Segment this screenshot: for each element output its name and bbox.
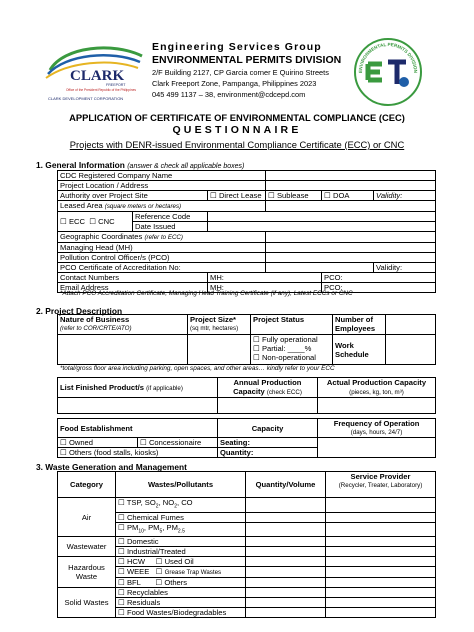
hcw-checkbox[interactable]: ☐ HCW ☐ Used Oil (116, 557, 246, 567)
nature-field[interactable] (58, 335, 188, 365)
clark-logo (44, 40, 146, 102)
form-subtitle: QUESTIONNAIRE (172, 124, 302, 136)
size-field[interactable] (188, 335, 251, 365)
ecc-checkbox[interactable]: ☐ ECC ☐ CNC (58, 212, 133, 232)
form-title: APPLICATION OF CERTIFICATE OF ENVIRONMENTAL COMPLIANCE (CEC) (69, 112, 405, 123)
residuals-checkbox[interactable]: ☐ Residuals (116, 598, 246, 608)
pco-cert-field[interactable] (266, 263, 374, 273)
sublease-checkbox[interactable]: ☐ Sublease (266, 191, 322, 201)
seating-field[interactable]: Seating: (218, 438, 318, 448)
division-seal (352, 36, 424, 108)
company-name-field[interactable] (266, 171, 436, 181)
chemical-fumes-checkbox[interactable]: ☐ Chemical Fumes (116, 512, 246, 522)
pco-field[interactable] (266, 253, 436, 263)
contact-mh-field[interactable]: MH: (208, 273, 322, 283)
form-scope: Projects with DENR-issued Environmental Compliance Certificate (ECC) or CNC (69, 139, 405, 150)
section-waste-heading: 3. Waste Generation and Management (36, 462, 187, 472)
leased-area-field[interactable] (266, 201, 436, 212)
owned-checkbox[interactable]: ☐ Owned (58, 438, 138, 448)
letterhead (152, 41, 352, 99)
recyclables-checkbox[interactable]: ☐ Recyclables (116, 588, 246, 598)
project-footnote: *total/gross floor area including parking, open spaces, and other areas… kindly refer to your ECC (60, 365, 335, 372)
concessionaire-checkbox[interactable]: ☐ Concessionaire (138, 438, 218, 448)
weee-checkbox[interactable]: ☐ WEEE ☐ Grease Trap Wastes (116, 567, 246, 578)
contact-line: 045 499 1137 – 38, environment@cdcepd.com (152, 90, 306, 99)
section-general-heading: 1. General Information (answer & check all applicable boxes) (36, 160, 245, 170)
quantity-field[interactable]: Quantity: (218, 448, 318, 458)
reference-code-field[interactable] (208, 212, 436, 222)
pco-validity-field[interactable]: Validity: (374, 263, 436, 273)
product-field[interactable] (58, 398, 218, 414)
food-table: Food Establishment Capacity Frequency of Operation (days, hours, 24/7) ☐ Owned ☐ Concessionaire Seating: ☐ Others (food stalls, kiosks) Quantity: (57, 418, 436, 458)
address-line-2: Clark Freeport Zone, Pampanga, Philippines 2023 (152, 79, 317, 88)
frequency-field[interactable] (318, 438, 436, 458)
waste-table: Category Wastes/Pollutants Quantity/Volume Service Provider (Recycler, Treater, Laboratory) Air ☐ TSP, $SO_2$, $NO_2$, CO ☐ Chemical Fumes ☐ $PM_{10}$, $PM_5$, $PM_{2.5}$ Wastewater ☐ Domestic ☐ Industrial/Treated Hazardous Waste ☐ HCW ☐ Used Oil ☐ WEEE ☐ Grease Trap Wastes ☐ BFL ☐ Others Solid Wastes ☐ Recyclables ☐ Residuals ☐ Food Wastes/Biodegradables (57, 471, 436, 618)
actual-capacity-field[interactable] (318, 398, 436, 414)
domestic-checkbox[interactable]: ☐ Domestic (116, 537, 246, 547)
svg-text:ENVIRONMENTAL PERMITS DIVISION: ENVIRONMENTAL PERMITS DIVISION (357, 41, 419, 74)
annual-capacity-field[interactable] (218, 398, 318, 414)
project-status-options[interactable]: ☐ Fully operational ☐ Partial: ____% ☐ Non-operational (251, 335, 333, 365)
authority-validity-field[interactable]: Validity: (374, 191, 436, 201)
products-table: List Finished Product/s (if applicable) Annual Production Capacity (check ECC) Actual Production Capacity (pieces, kg, ton, m³) (57, 377, 436, 414)
project-description-table: Nature of Business (refer to COR/CRTE/ATO) Project Size* (sq mtr, hectares) Project Status Number of Employees ☐ Fully operational ☐ Partial: ____% ☐ Non-operational Work Schedule (57, 314, 436, 365)
general-footnote: *Attach PCO Accreditation Certificate, Managing Head Training Certificate (if any), Latest ECCs or CNC (60, 290, 353, 297)
contact-pco-field[interactable]: PCO: (322, 273, 436, 283)
email-pco-field[interactable]: PCO: (322, 283, 436, 293)
tsp-checkbox[interactable]: ☐ TSP, $SO_2$, $NO_2$, CO (116, 498, 246, 513)
logo-wordmark: CLARK (70, 68, 125, 84)
project-location-field[interactable] (266, 181, 436, 191)
direct-lease-checkbox[interactable]: ☐ Direct Lease (208, 191, 266, 201)
date-issued-field[interactable] (208, 222, 436, 232)
work-schedule-field[interactable] (386, 335, 436, 365)
group-name: Engineering Services Group (152, 41, 322, 53)
others-checkbox[interactable]: ☐ Others (food stalls, kiosks) (58, 448, 218, 458)
coordinates-field[interactable] (266, 232, 436, 243)
pm-checkbox[interactable]: ☐ $PM_{10}$, $PM_5$, $PM_{2.5}$ (116, 522, 246, 537)
food-wastes-checkbox[interactable]: ☐ Food Wastes/Biodegradables (116, 608, 246, 618)
employees-field[interactable] (386, 315, 436, 335)
svg-text:FREEPORT: FREEPORT (106, 83, 126, 87)
section-project-heading: 2. Project Description (36, 306, 123, 316)
general-info-table: CDC Registered Company Name Project Location / Address Authority over Project Site ☐ Direct Lease ☐ Sublease ☐ DOA Validity: Leased Area (square meters or hectares) ☐ ECC ☐ CNC Reference Code Date Issued Geographic Coordinates (refer to ECC) Managing Head (MH) Pollution Control Officer/s (PCO) PCO Certificate of Accreditation No: Validity: Contact Numbers MH: PCO: Email Address MH: PCO: (57, 170, 436, 293)
industrial-checkbox[interactable]: ☐ Industrial/Treated (116, 547, 246, 557)
svg-text:CLARK DEVELOPMENT CORPORATION: CLARK DEVELOPMENT CORPORATION (48, 96, 124, 101)
division-name: ENVIRONMENTAL PERMITS DIVISION (152, 54, 342, 66)
bfl-checkbox[interactable]: ☐ BFL ☐ Others (116, 578, 246, 588)
managing-head-field[interactable] (266, 243, 436, 253)
doa-checkbox[interactable]: ☐ DOA (322, 191, 374, 201)
svg-text:Office of the President Republ: Office of the President Republic of the Philippines (66, 88, 136, 92)
address-line-1: 2/F Building 2127, CP Garcia corner E Quirino Streets (152, 68, 329, 77)
email-mh-field[interactable]: MH: (208, 283, 322, 293)
